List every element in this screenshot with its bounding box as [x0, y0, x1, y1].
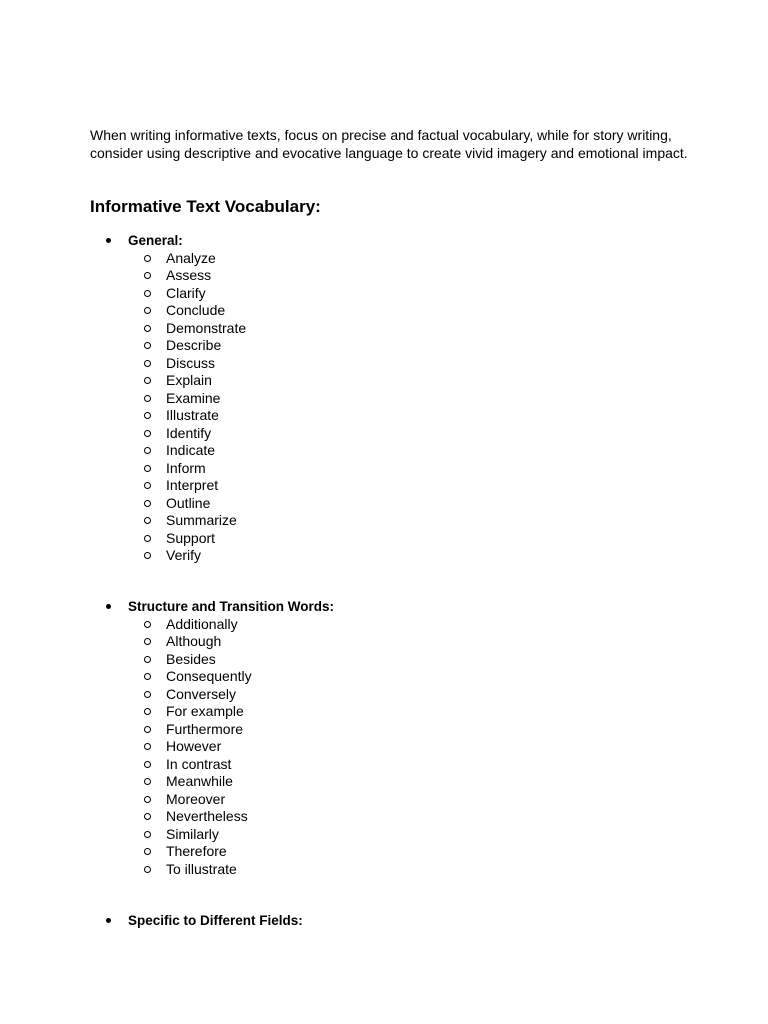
vocab-list: [0, 250, 768, 565]
vocab-word: Although: [166, 633, 222, 649]
list-item: [0, 442, 768, 460]
list-item: [0, 633, 768, 651]
vocab-word: For example: [166, 703, 244, 719]
list-item: [0, 337, 768, 355]
vocab-word: Conclude: [166, 302, 226, 318]
hollow-bullet-icon: [144, 638, 151, 645]
hollow-bullet-icon: [144, 708, 151, 715]
vocab-word: Illustrate: [166, 407, 219, 423]
section-title: General:: [128, 233, 183, 248]
hollow-bullet-icon: [144, 500, 151, 507]
list-item: [0, 477, 768, 495]
hollow-bullet-icon: [144, 656, 151, 663]
hollow-bullet-icon: [144, 552, 151, 559]
list-item: [0, 530, 768, 548]
vocab-word: Demonstrate: [166, 319, 247, 336]
hollow-bullet-icon: [144, 412, 151, 419]
list-item: [0, 668, 768, 686]
list-item: [0, 843, 768, 861]
intro-paragraph: When writing informative texts, focus on precise and factual vocabulary, while for story writing, consider using descriptive and evocative language to create vivid imagery and emotional impact.: [90, 127, 688, 161]
hollow-bullet-icon: [144, 377, 151, 384]
hollow-bullet-icon: [144, 726, 151, 733]
list-item: [0, 826, 768, 844]
hollow-bullet-icon: [144, 796, 151, 803]
vocab-word: Similarly: [166, 825, 219, 842]
vocab-word: Explain: [166, 372, 212, 388]
bullet-icon: [106, 912, 116, 930]
list-item: [0, 250, 768, 268]
hollow-bullet-icon: [144, 342, 151, 349]
hollow-bullet-icon: [144, 778, 151, 785]
hollow-bullet-icon: [144, 255, 151, 262]
vocab-word: Furthermore: [166, 720, 244, 737]
list-item: [0, 738, 768, 756]
vocab-word: Verify: [166, 547, 202, 563]
list-item: [0, 861, 768, 879]
vocab-word: Nevertheless: [166, 808, 248, 824]
vocab-word: Examine: [166, 389, 221, 406]
list-item: [0, 791, 768, 809]
list-item: [0, 302, 768, 320]
hollow-bullet-icon: [144, 535, 151, 542]
vocab-word: Therefore: [166, 843, 227, 859]
list-item: [0, 425, 768, 443]
list-item: [0, 355, 768, 373]
vocab-word: Describe: [166, 337, 222, 353]
hollow-bullet-icon: [144, 482, 151, 489]
vocab-word: Support: [166, 529, 216, 546]
vocab-word: Additionally: [166, 615, 238, 632]
hollow-bullet-icon: [144, 813, 151, 820]
hollow-bullet-icon: [144, 360, 151, 367]
list-item: [0, 773, 768, 791]
list-item: [0, 547, 768, 565]
vocab-word: Summarize: [166, 512, 237, 528]
vocab-word: Outline: [166, 494, 211, 511]
list-item: [0, 703, 768, 721]
vocab-word: Moreover: [166, 790, 226, 807]
hollow-bullet-icon: [144, 465, 151, 472]
vocab-word: Identify: [166, 424, 212, 441]
bullet-icon: [106, 598, 116, 616]
list-item: [0, 372, 768, 390]
list-item: [0, 721, 768, 739]
list-item: [0, 686, 768, 704]
hollow-bullet-icon: [144, 290, 151, 297]
vocab-word: Analyze: [166, 249, 216, 266]
list-item: [0, 808, 768, 826]
section-heading: Informative Text Vocabulary:: [90, 197, 321, 216]
hollow-bullet-icon: [144, 761, 151, 768]
bullet-icon: [106, 232, 116, 250]
section-title: Structure and Transition Words:: [128, 599, 335, 614]
vocab-list: [0, 616, 768, 879]
hollow-bullet-icon: [144, 325, 151, 332]
list-item: [0, 285, 768, 303]
hollow-bullet-icon: [144, 866, 151, 873]
list-item: [0, 512, 768, 530]
vocab-word: Interpret: [166, 477, 219, 493]
vocab-word: Assess: [166, 267, 212, 283]
hollow-bullet-icon: [144, 848, 151, 855]
list-item: [0, 267, 768, 285]
list-item: [0, 495, 768, 513]
hollow-bullet-icon: [144, 307, 151, 314]
hollow-bullet-icon: [144, 621, 151, 628]
list-item: [0, 651, 768, 669]
vocab-word: In contrast: [166, 755, 232, 772]
hollow-bullet-icon: [144, 691, 151, 698]
hollow-bullet-icon: [144, 673, 151, 680]
hollow-bullet-icon: [144, 447, 151, 454]
vocab-word: Inform: [166, 459, 206, 476]
list-item: [0, 616, 768, 634]
vocab-word: Indicate: [166, 442, 216, 458]
vocab-word: Discuss: [166, 354, 216, 371]
hollow-bullet-icon: [144, 517, 151, 524]
list-item: [0, 407, 768, 425]
hollow-bullet-icon: [144, 831, 151, 838]
list-item: [0, 756, 768, 774]
section-title: Specific to Different Fields:: [128, 913, 303, 928]
vocab-word: However: [166, 738, 222, 754]
vocab-word: Clarify: [166, 284, 206, 301]
hollow-bullet-icon: [144, 395, 151, 402]
vocab-word: To illustrate: [166, 860, 237, 877]
vocab-word: Consequently: [166, 668, 252, 684]
hollow-bullet-icon: [144, 272, 151, 279]
hollow-bullet-icon: [144, 430, 151, 437]
hollow-bullet-icon: [144, 743, 151, 750]
list-item: [0, 390, 768, 408]
vocab-word: Meanwhile: [166, 773, 233, 789]
vocab-word: Besides: [166, 650, 216, 667]
list-item: [0, 460, 768, 478]
list-item: [0, 320, 768, 338]
vocab-word: Conversely: [166, 685, 237, 702]
